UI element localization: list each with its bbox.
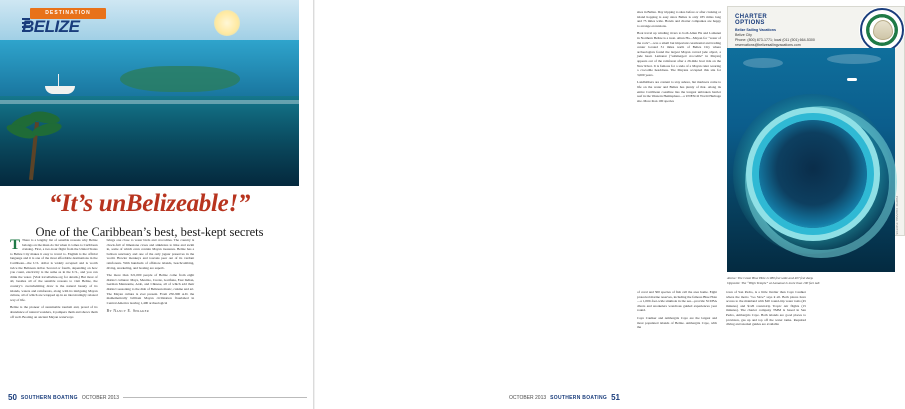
body-column-4 (637, 290, 717, 333)
paragraph-text: of coral and 500 species of fish call the area home. Eight protected marine reserves, including the famous Blue Hole—a 1,000-foot-wide sinkhole in the sea—provide SCUBA divers and snorkelers wondrous guided experiences year round. (637, 290, 717, 313)
right-footer-issue: OCTOBER 2013 (509, 394, 547, 401)
palm-tree (8, 110, 64, 180)
left-footer (8, 393, 307, 402)
right-page (315, 0, 898, 409)
left-footer-magazine: SOUTHERN BOATING (20, 394, 78, 401)
right-body-column-1 (637, 10, 721, 106)
photo-boat (847, 78, 857, 81)
paragraph-text: sites in Belize. Day tripping to sites before or after cruising or island hopping is easy since Belize is only 185 miles long and 75 miles wide. Hotels and charter companies are happy to arrange excursions. (637, 10, 721, 28)
left-page (0, 0, 315, 409)
charter-options-title: CHARTER OPTIONS (735, 14, 768, 26)
body-column-5 (726, 290, 806, 333)
body-column-1 (10, 238, 98, 363)
drop-cap: T (10, 237, 21, 253)
headline-title: “It’s unBelizeable!” (48, 190, 251, 217)
right-bottom-columns (637, 290, 895, 333)
blue-hole-shape (759, 120, 867, 228)
paragraph-text: Boat travel up winding rivers to both Altun Ha and Lamanai in Northern Belize is a treat. Altun Ha—Mayan for “water of the rock”—was a small but important ceremonial and trading center located 31 miles north of Belize City where archeologists found the largest Mayan carved jade object, a jade head. Lamanai (“submerged crocodile” in Mayan) appears out of the rainforest after a 26-mile boat ride on the New River. It is famous for a stela of a Mayan ruler wearing a crocodile headdress. The Mayans occupied this site for 3,000 years. (637, 31, 721, 77)
paragraph-text: Caye Caulker and Ambergris Caye are the largest and most populated islands of Belize. Ambergris Caye, with the (637, 315, 717, 330)
charter-company-name: Belize Sailing Vacations (735, 28, 776, 32)
hero-island (120, 66, 240, 92)
destination-belize-logo (22, 8, 114, 38)
seal-crest (873, 20, 893, 40)
charter-line: Belize City (735, 33, 752, 37)
charter-line: Phone: (800) 873-1771; local (011 (501) 664-5300 (735, 38, 815, 42)
cloud-shape (743, 58, 783, 68)
hero-surf-line (0, 100, 299, 104)
paragraph-text: brings one close to water birds and crocodiles. The country is chock-full of limestone caves and sinkholes to hike and swim in, some of which even contain Mayan treasures. Belize has a balloon sanctuary and one of the only jaguar preserves in the world. Howler monkeys and toucans peer out of its verdant rainforests. With hundreds of offshore islands, beachcombing, diving, snorkeling, and boating are superb. (106, 238, 195, 270)
belize-seal-icon (860, 8, 904, 52)
sun-shape (214, 10, 240, 36)
paragraph-text: There is a lengthy list of sensible reasons why Belize belongs on the must-do list when it comes to Caribbean cruising. First, a two-hour flight from the United States to Belize City makes it easy to travel to. English is the official language and it is one of the most affordable destinations in the Caribbean—the U.S. dollar is widely accepted and is worth twice the Belizean dollar. Second or fourth, depending on how you count, electricity is the same as in the U.S., and you can drink the water. (Visit travelbelize.org for details.) But most of all, besides all of the sensible reasons to visit Belize, the country’s overwhelming draw is the natural beauty of its islands, waters and rainforests, along with its intriguing Mayan culture, all of which are wrapped up in an intoxicatingly relaxed way of life. (10, 238, 98, 302)
headline-subtitle: One of the Caribbean’s best, best-kept secrets (35, 225, 264, 239)
photo-credit: PHOTO: CHANNEL PHOTOS (895, 196, 898, 235)
caption-line-2: Opposite: The “High Temple” at Lamanai is more than 100 feet tall. (727, 280, 821, 285)
paragraph-text: town of San Pedro, is a little livelier than Caye Caulker where the motto “Go Slow” says it all. Both places have access to the mainland with $20 round-trip water taxis (45 minutes) and $126 round-trip Tropic Air flights (15 minutes). The charter company TMM is based in San Pedro, Ambergris Caye. Both islands are good places to provision, gas up and top off the water tanks. Required diving and snorkel guides are available (726, 290, 806, 327)
body-column-2 (107, 238, 195, 363)
right-page-number: 51 (611, 393, 620, 402)
left-footer-issue: OCTOBER 2013 (81, 394, 119, 401)
logo-belize-text: BELIZE (22, 17, 80, 36)
blue-hole-photo (727, 48, 895, 272)
logo-band-text: DESTINATION (30, 8, 106, 19)
byline: By Nancy E. Spraker (106, 308, 150, 314)
left-body-columns (10, 238, 291, 363)
photo-caption (727, 276, 895, 285)
article-headline (0, 190, 299, 240)
right-footer (509, 393, 620, 402)
hero-boat (45, 86, 75, 94)
charter-line[interactable]: reservations@belizesailingvacations.com (735, 43, 801, 47)
right-footer-magazine: SOUTHERN BOATING (550, 394, 608, 401)
paragraph-text: Belize is the pioneer of sustainable tourism and, proud of its abundance of natural wonders, it pampers them and shows them off well. Boating on ancient Mayan waterways (10, 305, 98, 319)
caption-line-1: Above: The Great Blue Hole is 980 feet wide and 407 feet deep. (727, 276, 814, 280)
paragraph-text: Landlubbers are content to stay ashore, but mariners come to life on the water and Belize has plenty of that. Along its entire Caribbean coastline lies the longest unbroken barrier reef in the Western Hemisphere—a UNESCO World Heritage site. More than 100 species (637, 80, 721, 103)
cloud-shape (827, 54, 881, 64)
left-page-number: 50 (8, 393, 17, 402)
paragraph-text: The more than 321,000 people of Belize come from eight distinct cultures: Maya, Mestizo, Creole, Garifuna, East Indian, German Mennonite, Arab, and Chinese, all of which add their distinct seasoning to the dish of Belizean music, cuisine and art. The Mayan culture is ever present. From 250-900 A.D. the mathematically brilliant Mayan civilization flourished in Central America leaving 1,400 archeological (106, 273, 195, 305)
footer-rule (123, 397, 307, 398)
